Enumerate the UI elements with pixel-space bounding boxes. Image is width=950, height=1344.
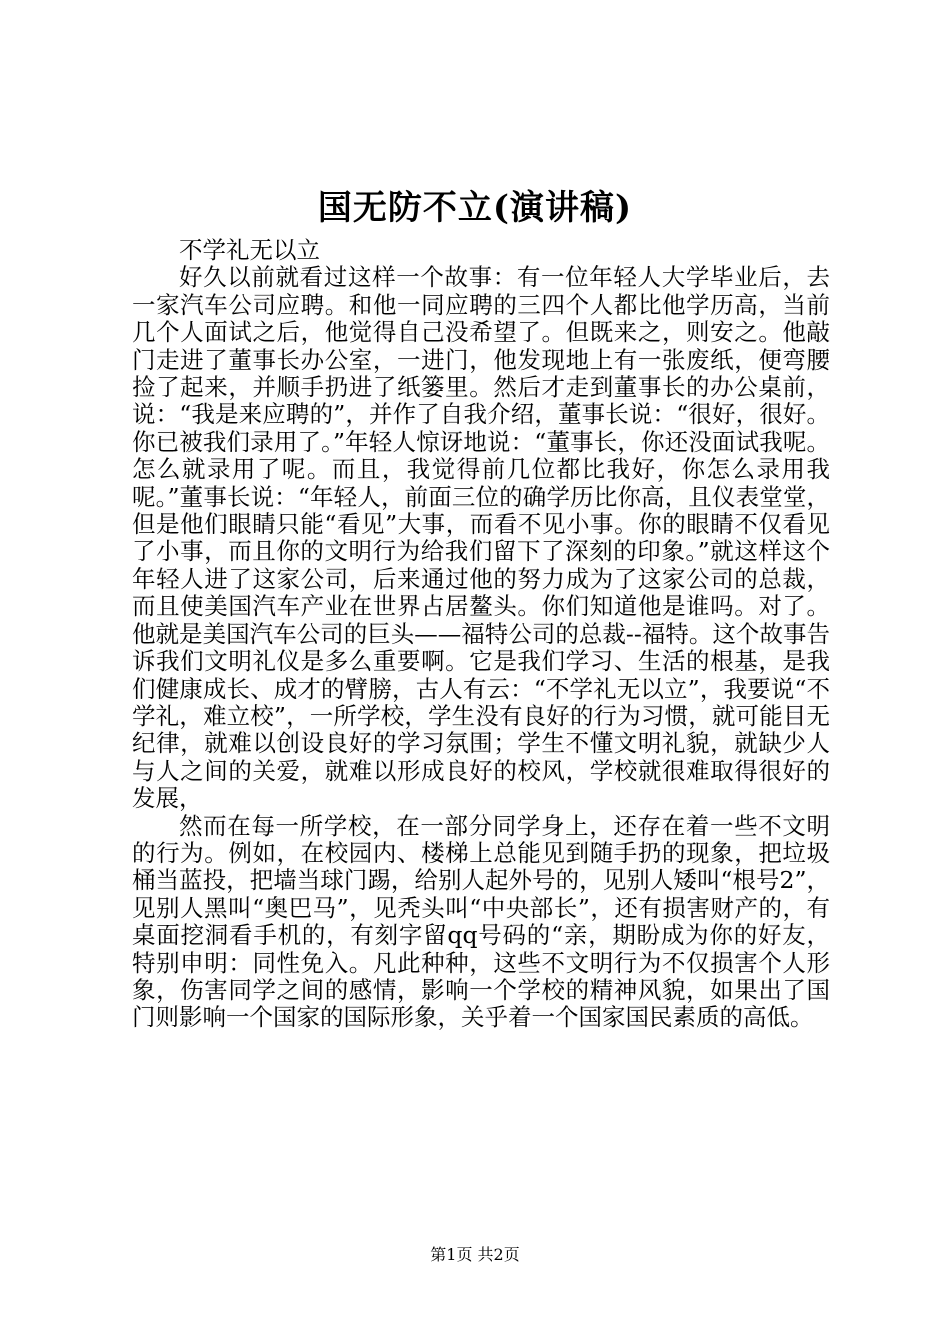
document-title: 国无防不立(演讲稿) (317, 188, 633, 228)
page-indicator: 第1页 共2页 (430, 1245, 520, 1264)
paragraph-uncivil-behavior: 然而在每一所学校，在一部分同学身上，还存在着一些不文明的行为。例如，在校园内、楼梯上总能见到随手扔的现象，把垃圾桶当蓝投，把墙当球门踢，给别人起外号的，见别人矮叫“根号2”，见别人黑叫“奥巴马”，见秃头叫“中央部长”，还有损害财产的，有桌面挖洞看手机的，有刻字留qq号码的“亲，期盼成为你的好友，特别申明：同性免入。凡此种种，这些不文明行为不仅损害个人形象，伤害同学之间的感情，影响一个学校的精神风貌，如果出了国门则影响一个国家的国际形象，关乎着一个国家国民素质的高低。 (132, 811, 830, 1032)
paragraph-story: 好久以前就看过这样一个故事：有一位年轻人大学毕业后，去一家汽车公司应聘。和他一同应聘的三四个人都比他学历高，当前几个人面试之后，他觉得自己没希望了。但既来之，则安之。他敲门走进了董事长办公室，一进门，他发现地上有一张废纸，便弯腰捡了起来，并顺手扔进了纸篓里。然后才走到董事长的办公桌前，说：“我是来应聘的”，并作了自我介绍，董事长说：“很好，很好。你已被我们录用了。”年轻人惊讶地说：“董事长，你还没面试我呢。怎么就录用了呢。而且，我觉得前几位都比我好，你怎么录用我呢。”董事长说：“年轻人，前面三位的确学历比你高，且仪表堂堂，但是他们眼睛只能“看见”大事，而看不见小事。你的眼睛不仅看见了小事，而且你的文明行为给我们留下了深刻的印象。”就这样这个年轻人进了这家公司，后来通过他的努力成为了这家公司的总裁，而且使美国汽车产业在世界占居鳌头。你们知道他是谁吗。对了。他就是美国汽车公司的巨头——福特公司的总裁--福特。这个故事告诉我们文明礼仪是多么重要啊。它是我们学习、生活的根基，是我们健康成长、成才的臂膀，古人有云：“不学礼无以立”，我要说“不学礼，难立校”，一所学校，学生没有良好的行为习惯，就可能目无纪律，就难以创设良好的学习氛围；学生不懂文明礼貌，就缺少人与人之间的关爱，就难以形成良好的校风，学校就很难取得很好的发展， (132, 263, 830, 813)
paragraph-subtitle: 不学礼无以立 (179, 236, 320, 264)
document-body (132, 237, 830, 1032)
